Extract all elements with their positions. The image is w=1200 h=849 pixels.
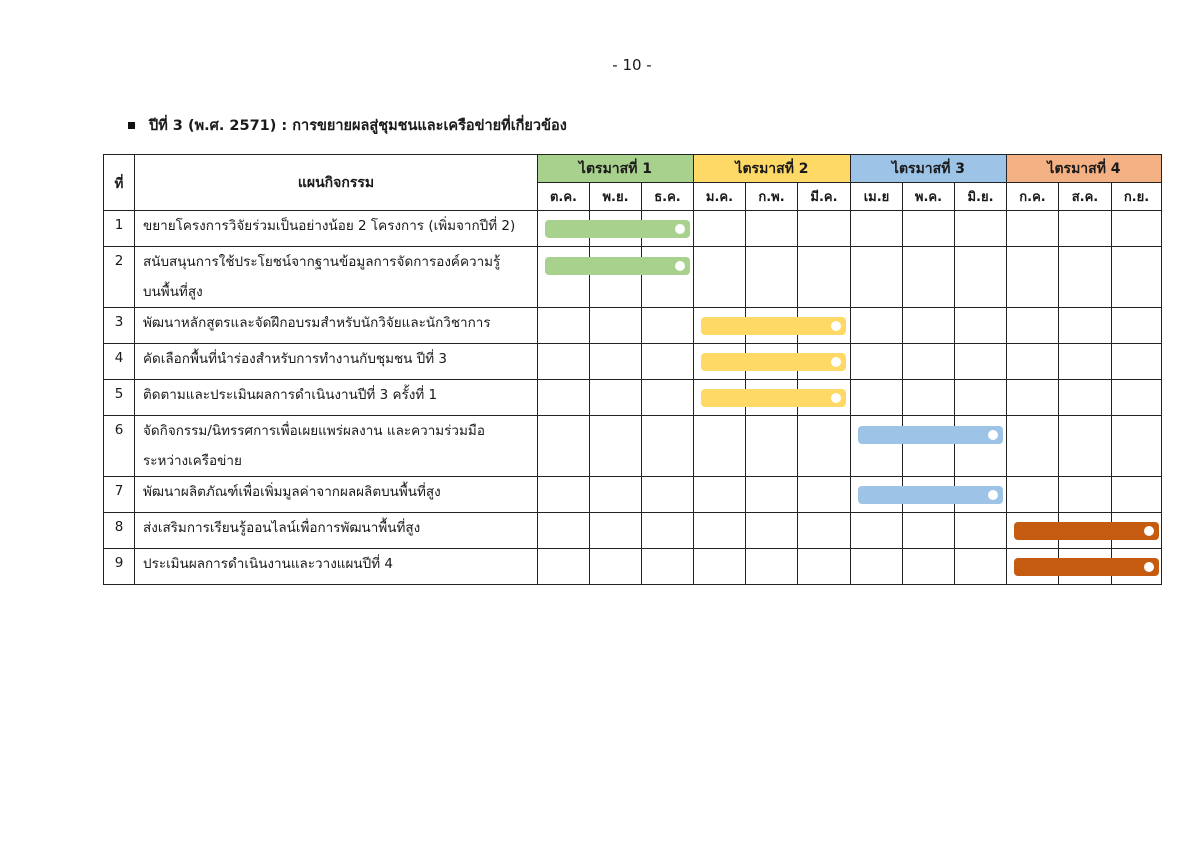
activity-text: คัดเลือกพื้นที่นำร่องสำหรับการทำงานกับชุมชน ปีที่ 3: [143, 351, 448, 367]
month-cell: [1007, 477, 1059, 513]
month-cell: [1112, 308, 1162, 344]
activity-row: [104, 211, 1162, 247]
month-cell: [590, 344, 642, 380]
header-month: เม.ย: [851, 183, 903, 211]
month-cell: [903, 247, 955, 308]
month-cell: [1059, 247, 1112, 308]
header-quarter-2: ไตรมาสที่ 2: [694, 155, 851, 183]
activity-cell: [135, 416, 538, 477]
activity-cell: [135, 513, 538, 549]
month-cell: [538, 211, 590, 247]
month-cell: [694, 247, 746, 308]
header-quarter-4: ไตรมาสที่ 4: [1007, 155, 1162, 183]
month-cell: [1059, 380, 1112, 416]
month-cell: [1112, 477, 1162, 513]
month-cell: [851, 247, 903, 308]
activity-row: [104, 247, 1162, 308]
activity-row: [104, 549, 1162, 585]
month-cell: [642, 308, 694, 344]
month-cell: [851, 477, 903, 513]
header-no: ที่: [104, 155, 135, 211]
month-cell: [746, 247, 798, 308]
row-number: 8: [104, 513, 135, 549]
month-cell: [746, 549, 798, 585]
month-cell: [694, 308, 746, 344]
month-cell: [1007, 380, 1059, 416]
month-cell: [1112, 344, 1162, 380]
month-cell: [746, 477, 798, 513]
activity-text: ส่งเสริมการเรียนรู้ออนไลน์เพื่อการพัฒนาพื้นที่สูง: [143, 520, 421, 536]
month-cell: [538, 308, 590, 344]
month-cell: [1007, 211, 1059, 247]
bullet-square-icon: [128, 122, 135, 129]
activity-text: ติดตามและประเมินผลการดำเนินงานปีที่ 3 ครั้งที่ 1: [143, 387, 438, 403]
timeline-bar: [858, 486, 1003, 504]
month-cell: [798, 247, 851, 308]
activity-row: [104, 380, 1162, 416]
month-cell: [694, 549, 746, 585]
timeline-bar: [701, 317, 846, 335]
bar-end-dot-icon: [831, 393, 841, 403]
activity-row: [104, 513, 1162, 549]
month-cell: [538, 344, 590, 380]
header-month: พ.ค.: [903, 183, 955, 211]
timeline-bar: [1014, 522, 1159, 540]
month-cell: [694, 416, 746, 477]
month-cell: [538, 513, 590, 549]
bar-end-dot-icon: [988, 490, 998, 500]
month-cell: [1059, 477, 1112, 513]
row-number: 2: [104, 247, 135, 308]
header-month: ก.พ.: [746, 183, 798, 211]
month-cell: [1112, 380, 1162, 416]
month-cell: [798, 416, 851, 477]
month-cell: [642, 513, 694, 549]
header-quarter-3: ไตรมาสที่ 3: [851, 155, 1007, 183]
row-number: 9: [104, 549, 135, 585]
activity-row: [104, 416, 1162, 477]
month-cell: [694, 513, 746, 549]
activity-text: ประเมินผลการดำเนินงานและวางแผนปีที่ 4: [143, 556, 393, 572]
bar-end-dot-icon: [988, 430, 998, 440]
timeline-bar: [545, 257, 690, 275]
month-cell: [590, 380, 642, 416]
header-month: มิ.ย.: [955, 183, 1007, 211]
header-month: ธ.ค.: [642, 183, 694, 211]
month-cell: [590, 247, 642, 308]
month-cell: [1007, 513, 1059, 549]
month-cell: [955, 549, 1007, 585]
month-cell: [798, 549, 851, 585]
header-month: พ.ย.: [590, 183, 642, 211]
activity-cell: [135, 380, 538, 416]
header-month: มี.ค.: [798, 183, 851, 211]
month-cell: [1007, 416, 1059, 477]
month-cell: [694, 477, 746, 513]
month-cell: [1112, 211, 1162, 247]
month-cell: [851, 308, 903, 344]
month-cell: [903, 308, 955, 344]
month-cell: [1112, 416, 1162, 477]
month-cell: [851, 344, 903, 380]
month-cell: [538, 247, 590, 308]
activity-text: บนพื้นที่สูง: [143, 284, 203, 300]
month-cell: [642, 477, 694, 513]
row-number: 6: [104, 416, 135, 477]
month-cell: [538, 380, 590, 416]
month-cell: [694, 211, 746, 247]
month-cell: [955, 416, 1007, 477]
month-cell: [955, 211, 1007, 247]
month-cell: [746, 211, 798, 247]
activity-row: [104, 477, 1162, 513]
month-cell: [955, 513, 1007, 549]
month-cell: [1007, 549, 1059, 585]
month-cell: [1112, 247, 1162, 308]
month-cell: [1059, 344, 1112, 380]
month-cell: [538, 416, 590, 477]
bar-end-dot-icon: [831, 357, 841, 367]
activity-text: ขยายโครงการวิจัยร่วมเป็นอย่างน้อย 2 โครงการ (เพิ่มจากปีที่ 2): [143, 218, 516, 234]
month-cell: [538, 549, 590, 585]
gantt-body: [104, 211, 1162, 585]
month-cell: [642, 247, 694, 308]
activity-text: สนับสนุนการใช้ประโยชน์จากฐานข้อมูลการจัดการองค์ความรู้: [143, 254, 501, 270]
activity-cell: [135, 549, 538, 585]
month-cell: [955, 380, 1007, 416]
month-cell: [746, 513, 798, 549]
timeline-bar: [545, 220, 690, 238]
month-cell: [851, 211, 903, 247]
row-number: 7: [104, 477, 135, 513]
month-cell: [798, 513, 851, 549]
row-number: 4: [104, 344, 135, 380]
header-month: ก.ค.: [1007, 183, 1059, 211]
month-cell: [903, 549, 955, 585]
activity-cell: [135, 477, 538, 513]
month-cell: [746, 416, 798, 477]
month-cell: [642, 549, 694, 585]
section-heading: [128, 114, 567, 137]
month-cell: [955, 247, 1007, 308]
row-number: 3: [104, 308, 135, 344]
month-cell: [538, 477, 590, 513]
month-cell: [798, 211, 851, 247]
row-number: 5: [104, 380, 135, 416]
bar-end-dot-icon: [1144, 526, 1154, 536]
month-cell: [1007, 308, 1059, 344]
month-cell: [903, 513, 955, 549]
header-month: ก.ย.: [1112, 183, 1162, 211]
header-activity: แผนกิจกรรม: [135, 155, 538, 211]
activity-text: จัดกิจกรรม/นิทรรศการเพื่อเผยแพร่ผลงาน และความร่วมมือ: [143, 423, 485, 439]
activity-text: พัฒนาหลักสูตรและจัดฝึกอบรมสำหรับนักวิจัยและนักวิชาการ: [143, 315, 491, 331]
month-cell: [903, 416, 955, 477]
month-cell: [590, 416, 642, 477]
month-cell: [798, 477, 851, 513]
month-cell: [590, 549, 642, 585]
activity-row: [104, 344, 1162, 380]
header-month: ต.ค.: [538, 183, 590, 211]
month-cell: [903, 344, 955, 380]
month-cell: [851, 549, 903, 585]
page-number: - 10 -: [612, 56, 652, 74]
month-cell: [851, 416, 903, 477]
month-cell: [642, 344, 694, 380]
month-cell: [1059, 416, 1112, 477]
month-cell: [694, 380, 746, 416]
month-cell: [955, 344, 1007, 380]
month-cell: [590, 308, 642, 344]
header-quarter-1: ไตรมาสที่ 1: [538, 155, 694, 183]
month-cell: [903, 211, 955, 247]
activity-text: ระหว่างเครือข่าย: [143, 453, 242, 469]
row-number: 1: [104, 211, 135, 247]
month-cell: [642, 416, 694, 477]
activity-cell: [135, 211, 538, 247]
section-heading-text: ปีที่ 3 (พ.ศ. 2571) : การขยายผลสู่ชุมชนและเครือข่ายที่เกี่ยวข้อง: [149, 118, 567, 134]
header-month: ม.ค.: [694, 183, 746, 211]
bar-end-dot-icon: [675, 224, 685, 234]
month-cell: [1059, 308, 1112, 344]
month-cell: [590, 477, 642, 513]
activity-cell: [135, 308, 538, 344]
bar-end-dot-icon: [831, 321, 841, 331]
month-cell: [1007, 344, 1059, 380]
timeline-bar: [701, 353, 846, 371]
month-cell: [903, 380, 955, 416]
header-month: ส.ค.: [1059, 183, 1112, 211]
bar-end-dot-icon: [675, 261, 685, 271]
timeline-bar: [701, 389, 846, 407]
month-cell: [694, 344, 746, 380]
month-cell: [851, 513, 903, 549]
month-cell: [1059, 211, 1112, 247]
month-cell: [590, 513, 642, 549]
timeline-bar: [1014, 558, 1159, 576]
gantt-table: [103, 154, 1162, 585]
month-cell: [1007, 247, 1059, 308]
activity-row: [104, 308, 1162, 344]
activity-cell: [135, 247, 538, 308]
bar-end-dot-icon: [1144, 562, 1154, 572]
month-cell: [642, 380, 694, 416]
timeline-bar: [858, 426, 1003, 444]
activity-cell: [135, 344, 538, 380]
month-cell: [851, 380, 903, 416]
activity-text: พัฒนาผลิตภัณฑ์เพื่อเพิ่มมูลค่าจากผลผลิตบนพื้นที่สูง: [143, 484, 441, 500]
month-cell: [955, 308, 1007, 344]
